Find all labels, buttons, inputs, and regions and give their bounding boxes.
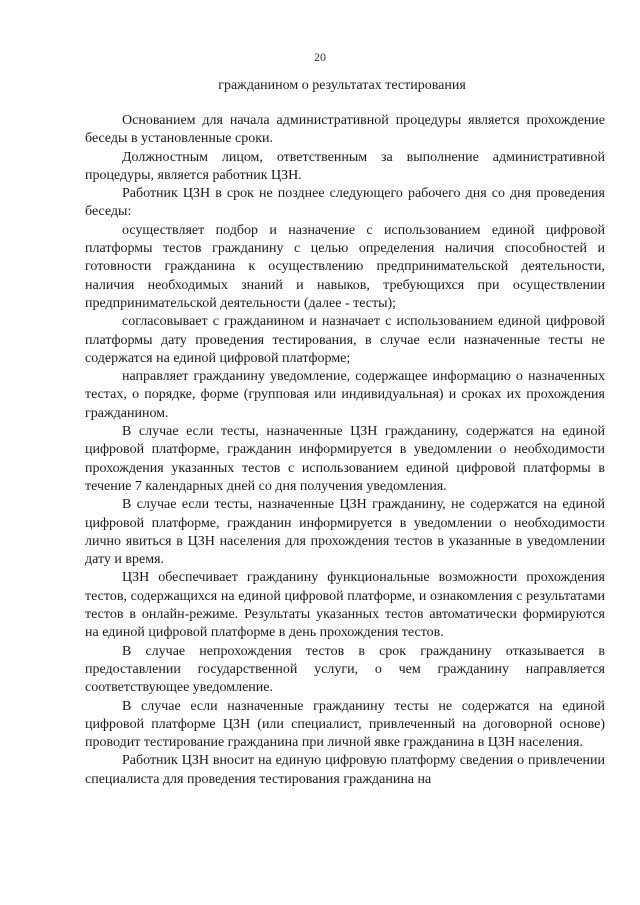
paragraph: направляет гражданину уведомление, содержащее информацию о назначенных тестах, о порядке, форме (групповая или индивидуальная) и сроках их прохождения гражданином.: [85, 369, 605, 421]
document-body: [85, 112, 605, 789]
paragraph: В случае если назначенные гражданину тесты не содержатся на единой цифровой платформе ЦЗН (или специалист, привлеченный на договорной основе) проводит тестирование гражданина при личной явке гражданина в ЦЗН населения.: [85, 698, 605, 751]
paragraph: Работник ЦЗН вносит на единую цифровую платформу сведения о привлечении специалиста для проведения тестирования гражданина на: [85, 753, 605, 787]
paragraph: согласовывает с гражданином и назначает с использованием единой цифровой платформы дату проведения тестирования, в случае если назначенные тесты не содержатся на единой цифровой платформе;: [85, 314, 605, 366]
paragraph: Работник ЦЗН в срок не позднее следующего рабочего дня со дня проведения беседы:: [85, 186, 605, 220]
paragraph: ЦЗН обеспечивает гражданину функциональные возможности прохождения тестов, содержащихся на единой цифровой платформе, и ознакомления с результатами тестов в онлайн-режиме. Результаты указанных тестов автоматически формируются на единой цифровой платформе в день прохождения тестов.: [85, 570, 605, 641]
paragraph: Должностным лицом, ответственным за выполнение административной процедуры, является работник ЦЗН.: [85, 149, 605, 183]
section-heading: гражданином о результатах тестирования: [218, 78, 466, 93]
paragraph: осуществляет подбор и назначение с использованием единой цифровой платформы тестов гражданину с целью определения наличия способностей и готовности гражданина к осуществлению предпринимательской деятельности, наличия необходимых знаний и навыков, требующихся при осуществлении предпринимательской деятельности (далее - тесты);: [85, 222, 605, 311]
paragraph: Основанием для начала административной процедуры является прохождение беседы в установленные сроки.: [85, 113, 605, 147]
paragraph: В случае если тесты, назначенные ЦЗН гражданину, не содержатся на единой цифровой платформе, гражданин информируется в уведомлении о необходимости лично явиться в ЦЗН населения для прохождения тестов в указанные в уведомлении дату и время.: [85, 497, 605, 568]
paragraph: В случае непрохождения тестов в срок гражданину отказывается в предоставлении государственной услуги, о чем гражданину направляется соответствующее уведомление.: [85, 643, 605, 696]
paragraph: В случае если тесты, назначенные ЦЗН гражданину, содержатся на единой цифровой платформе, гражданин информируется в уведомлении о необходимости прохождения указанных тестов с использованием единой цифровой платформы в течение 7 календарных дней со дня получения уведомления.: [85, 424, 605, 494]
page-number: 20: [314, 50, 326, 64]
